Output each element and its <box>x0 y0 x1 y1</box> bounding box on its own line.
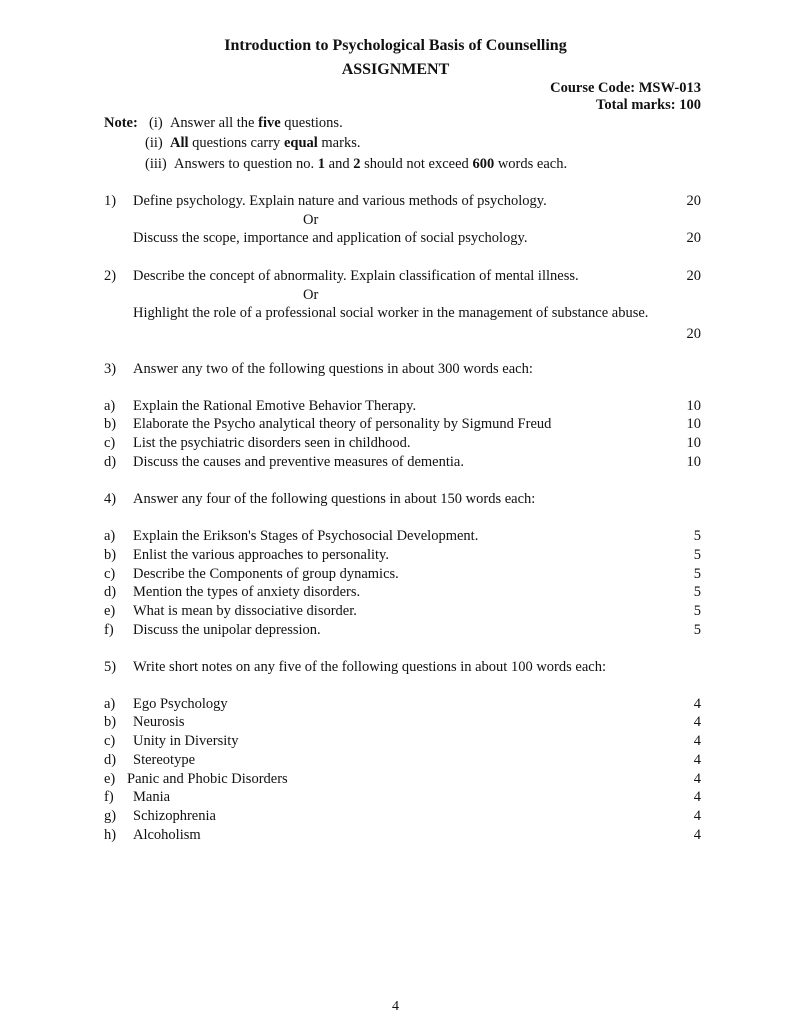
question-text: Define psychology. Explain nature and various methods of psychology. <box>133 193 547 209</box>
sub-question-marks: 5 <box>693 622 701 638</box>
sub-question-marks: 10 <box>686 416 701 432</box>
sub-question-marks: 4 <box>693 733 701 749</box>
sub-question-letter: c) <box>104 566 116 582</box>
sub-question-text: Schizophrenia <box>133 808 216 824</box>
sub-question-marks: 4 <box>693 771 701 787</box>
question-intro: Answer any two of the following questions in about 300 words each: <box>133 361 533 377</box>
sub-question-letter: c) <box>104 733 116 749</box>
or-separator: Or <box>303 287 319 303</box>
sub-question-letter: c) <box>104 435 116 451</box>
sub-question-marks: 5 <box>693 566 701 582</box>
sub-question-text: Unity in Diversity <box>133 733 239 749</box>
question-text: Highlight the role of a professional social worker in the management of substance abuse. <box>133 305 649 321</box>
note-label: Note: <box>104 115 138 131</box>
sub-question-letter: a) <box>104 528 116 544</box>
sub-question-text: Describe the Components of group dynamics. <box>133 566 399 582</box>
sub-question-letter: f) <box>104 622 114 638</box>
course-code: Course Code: MSW-013 <box>550 80 701 96</box>
document-title: Introduction to Psychological Basis of Counselling <box>224 37 567 54</box>
document-subtitle: ASSIGNMENT <box>341 61 450 78</box>
or-separator: Or <box>303 212 319 228</box>
sub-question-marks: 4 <box>693 789 701 805</box>
sub-question-marks: 4 <box>693 714 701 730</box>
sub-question-marks: 5 <box>693 603 701 619</box>
sub-question-letter: g) <box>104 808 117 824</box>
question-number: 1) <box>104 193 117 209</box>
sub-question-text: List the psychiatric disorders seen in childhood. <box>133 435 411 451</box>
sub-question-text: Enlist the various approaches to personality. <box>133 547 389 563</box>
sub-question-text: Neurosis <box>133 714 185 730</box>
question-marks: 20 <box>686 326 701 342</box>
note-item: (iii) Answers to question no. 1 and 2 should not exceed 600 words each. <box>145 156 568 172</box>
question-intro: Answer any four of the following questions in about 150 words each: <box>133 491 536 507</box>
sub-question-letter: b) <box>104 714 117 730</box>
sub-question-marks: 5 <box>693 547 701 563</box>
sub-question-letter: b) <box>104 416 117 432</box>
sub-question-text: Mania <box>133 789 171 805</box>
sub-question-letter: a) <box>104 696 116 712</box>
sub-question-marks: 4 <box>693 827 701 843</box>
sub-question-text: Mention the types of anxiety disorders. <box>133 584 361 600</box>
note-item: (ii) All questions carry equal marks. <box>145 135 361 151</box>
question-marks: 20 <box>686 268 701 284</box>
total-marks: Total marks: 100 <box>596 97 701 113</box>
question-text: Describe the concept of abnormality. Explain classification of mental illness. <box>133 268 579 284</box>
sub-question-letter: d) <box>104 454 117 470</box>
sub-question-text: What is mean by dissociative disorder. <box>133 603 357 619</box>
sub-question-letter: e) <box>104 771 116 787</box>
sub-question-marks: 5 <box>693 584 701 600</box>
sub-question-marks: 10 <box>686 398 701 414</box>
note-item: (i) Answer all the five questions. <box>149 115 343 131</box>
sub-question-letter: d) <box>104 752 117 768</box>
question-number: 2) <box>104 268 117 284</box>
question-number: 4) <box>104 491 117 507</box>
sub-question-text: Explain the Rational Emotive Behavior Therapy. <box>133 398 417 414</box>
sub-question-letter: h) <box>104 827 117 843</box>
question-intro: Write short notes on any five of the following questions in about 100 words each: <box>133 659 606 675</box>
question-marks: 20 <box>686 230 701 246</box>
sub-question-text: Stereotype <box>133 752 196 768</box>
sub-question-text: Alcoholism <box>133 827 201 843</box>
question-number: 5) <box>104 659 117 675</box>
sub-question-marks: 4 <box>693 696 701 712</box>
sub-question-marks: 4 <box>693 752 701 768</box>
sub-question-marks: 4 <box>693 808 701 824</box>
page-number: 4 <box>392 999 399 1014</box>
sub-question-letter: f) <box>104 789 114 805</box>
question-marks: 20 <box>686 193 701 209</box>
sub-question-letter: a) <box>104 398 116 414</box>
sub-question-text: Elaborate the Psycho analytical theory of personality by Sigmund Freud <box>133 416 552 432</box>
question-text: Discuss the scope, importance and application of social psychology. <box>133 230 528 246</box>
sub-question-letter: d) <box>104 584 117 600</box>
sub-question-marks: 5 <box>693 528 701 544</box>
sub-question-letter: e) <box>104 603 116 619</box>
question-number: 3) <box>104 361 117 377</box>
sub-question-text: Explain the Erikson's Stages of Psychosocial Development. <box>133 528 479 544</box>
sub-question-text: Discuss the causes and preventive measures of dementia. <box>133 454 464 470</box>
sub-question-letter: b) <box>104 547 117 563</box>
sub-question-text: Panic and Phobic Disorders <box>127 771 288 787</box>
sub-question-text: Ego Psychology <box>133 696 228 712</box>
sub-question-text: Discuss the unipolar depression. <box>133 622 321 638</box>
sub-question-marks: 10 <box>686 435 701 451</box>
sub-question-marks: 10 <box>686 454 701 470</box>
